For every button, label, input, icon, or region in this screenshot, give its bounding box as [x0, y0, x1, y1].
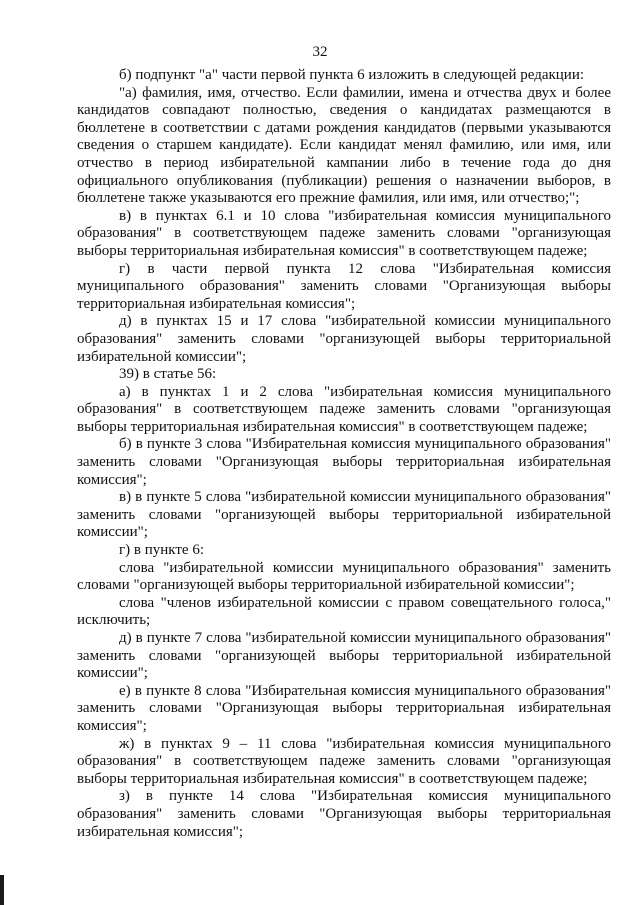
document-body [77, 67, 611, 841]
paragraph: ж) в пунктах 9 – 11 слова "избирательная комиссия муниципального образования" в соответствующем падеже заменить словами "организующая выборы территориальная избирательная комиссия" в соответствующем падеже; [77, 735, 611, 787]
paragraph: г) в части первой пункта 12 слова "Избирательная комиссия муниципального образования" заменить словами "Организующая выборы территориальная избирательная комиссия"; [77, 260, 611, 312]
page-number: 32 [312, 44, 328, 60]
scan-edge-mark [0, 875, 4, 905]
paragraph: е) в пункте 8 слова "Избирательная комиссия муниципального образования" заменить словами "Организующая выборы территориальная избирательная комиссия"; [77, 682, 611, 734]
paragraph: д) в пунктах 15 и 17 слова "избирательной комиссии муниципального образования" заменить словами "организующей выборы территориальной избирательной комиссии"; [77, 313, 611, 365]
paragraph: слова "членов избирательной комиссии с правом совещательного голоса," исключить; [77, 594, 611, 629]
paragraph: д) в пункте 7 слова "избирательной комиссии муниципального образования" заменить словами "организующей выборы территориальной избирательной комиссии"; [77, 630, 611, 682]
paragraph: б) в пункте 3 слова "Избирательная комиссия муниципального образования" заменить словами "Организующая выборы территориальная избирательная комиссия"; [77, 436, 611, 488]
paragraph: б) подпункт "а" части первой пункта 6 изложить в следующей редакции: [119, 67, 585, 83]
paragraph: в) в пункте 5 слова "избирательной комиссии муниципального образования" заменить словами "организующей выборы территориальной избирательной комиссии"; [77, 489, 611, 541]
paragraph: з) в пункте 14 слова "Избирательная комиссия муниципального образования" заменить словами "Организующая выборы территориальная избирательная комиссия"; [77, 788, 611, 840]
paragraph: "а) фамилия, имя, отчество. Если фамилии, имена и отчества двух и более кандидатов совпадают полностью, сведения о кандидатах размещаются в бюллетене в соответствии с датами рождения кандидатов (первыми указываются сведения о старшем кандидате). Если кандидат менял фамилию, или имя, или отчество в период избирательной кампании либо в течение года до дня официального опубликования (публикации) решения о назначении выборов, в бюллетене также указываются его прежние фамилия, или имя, или отчество;"; [77, 84, 611, 207]
paragraph: а) в пунктах 1 и 2 слова "избирательная комиссия муниципального образования" в соответствующем падеже заменить словами "организующая выборы территориальная избирательная комиссия" в соответствующем падеже; [77, 383, 611, 435]
paragraph: слова "избирательной комиссии муниципального образования" заменить словами "организующей выборы территориальной избирательной комиссии"; [77, 559, 611, 594]
paragraph: 39) в статье 56: [119, 366, 217, 383]
paragraph: г) в пункте 6: [119, 542, 205, 559]
paragraph: в) в пунктах 6.1 и 10 слова "избирательная комиссия муниципального образования" в соответствующем падеже заменить словами "организующая выборы территориальная избирательная комиссия" в соответствующем падеже; [77, 207, 611, 259]
